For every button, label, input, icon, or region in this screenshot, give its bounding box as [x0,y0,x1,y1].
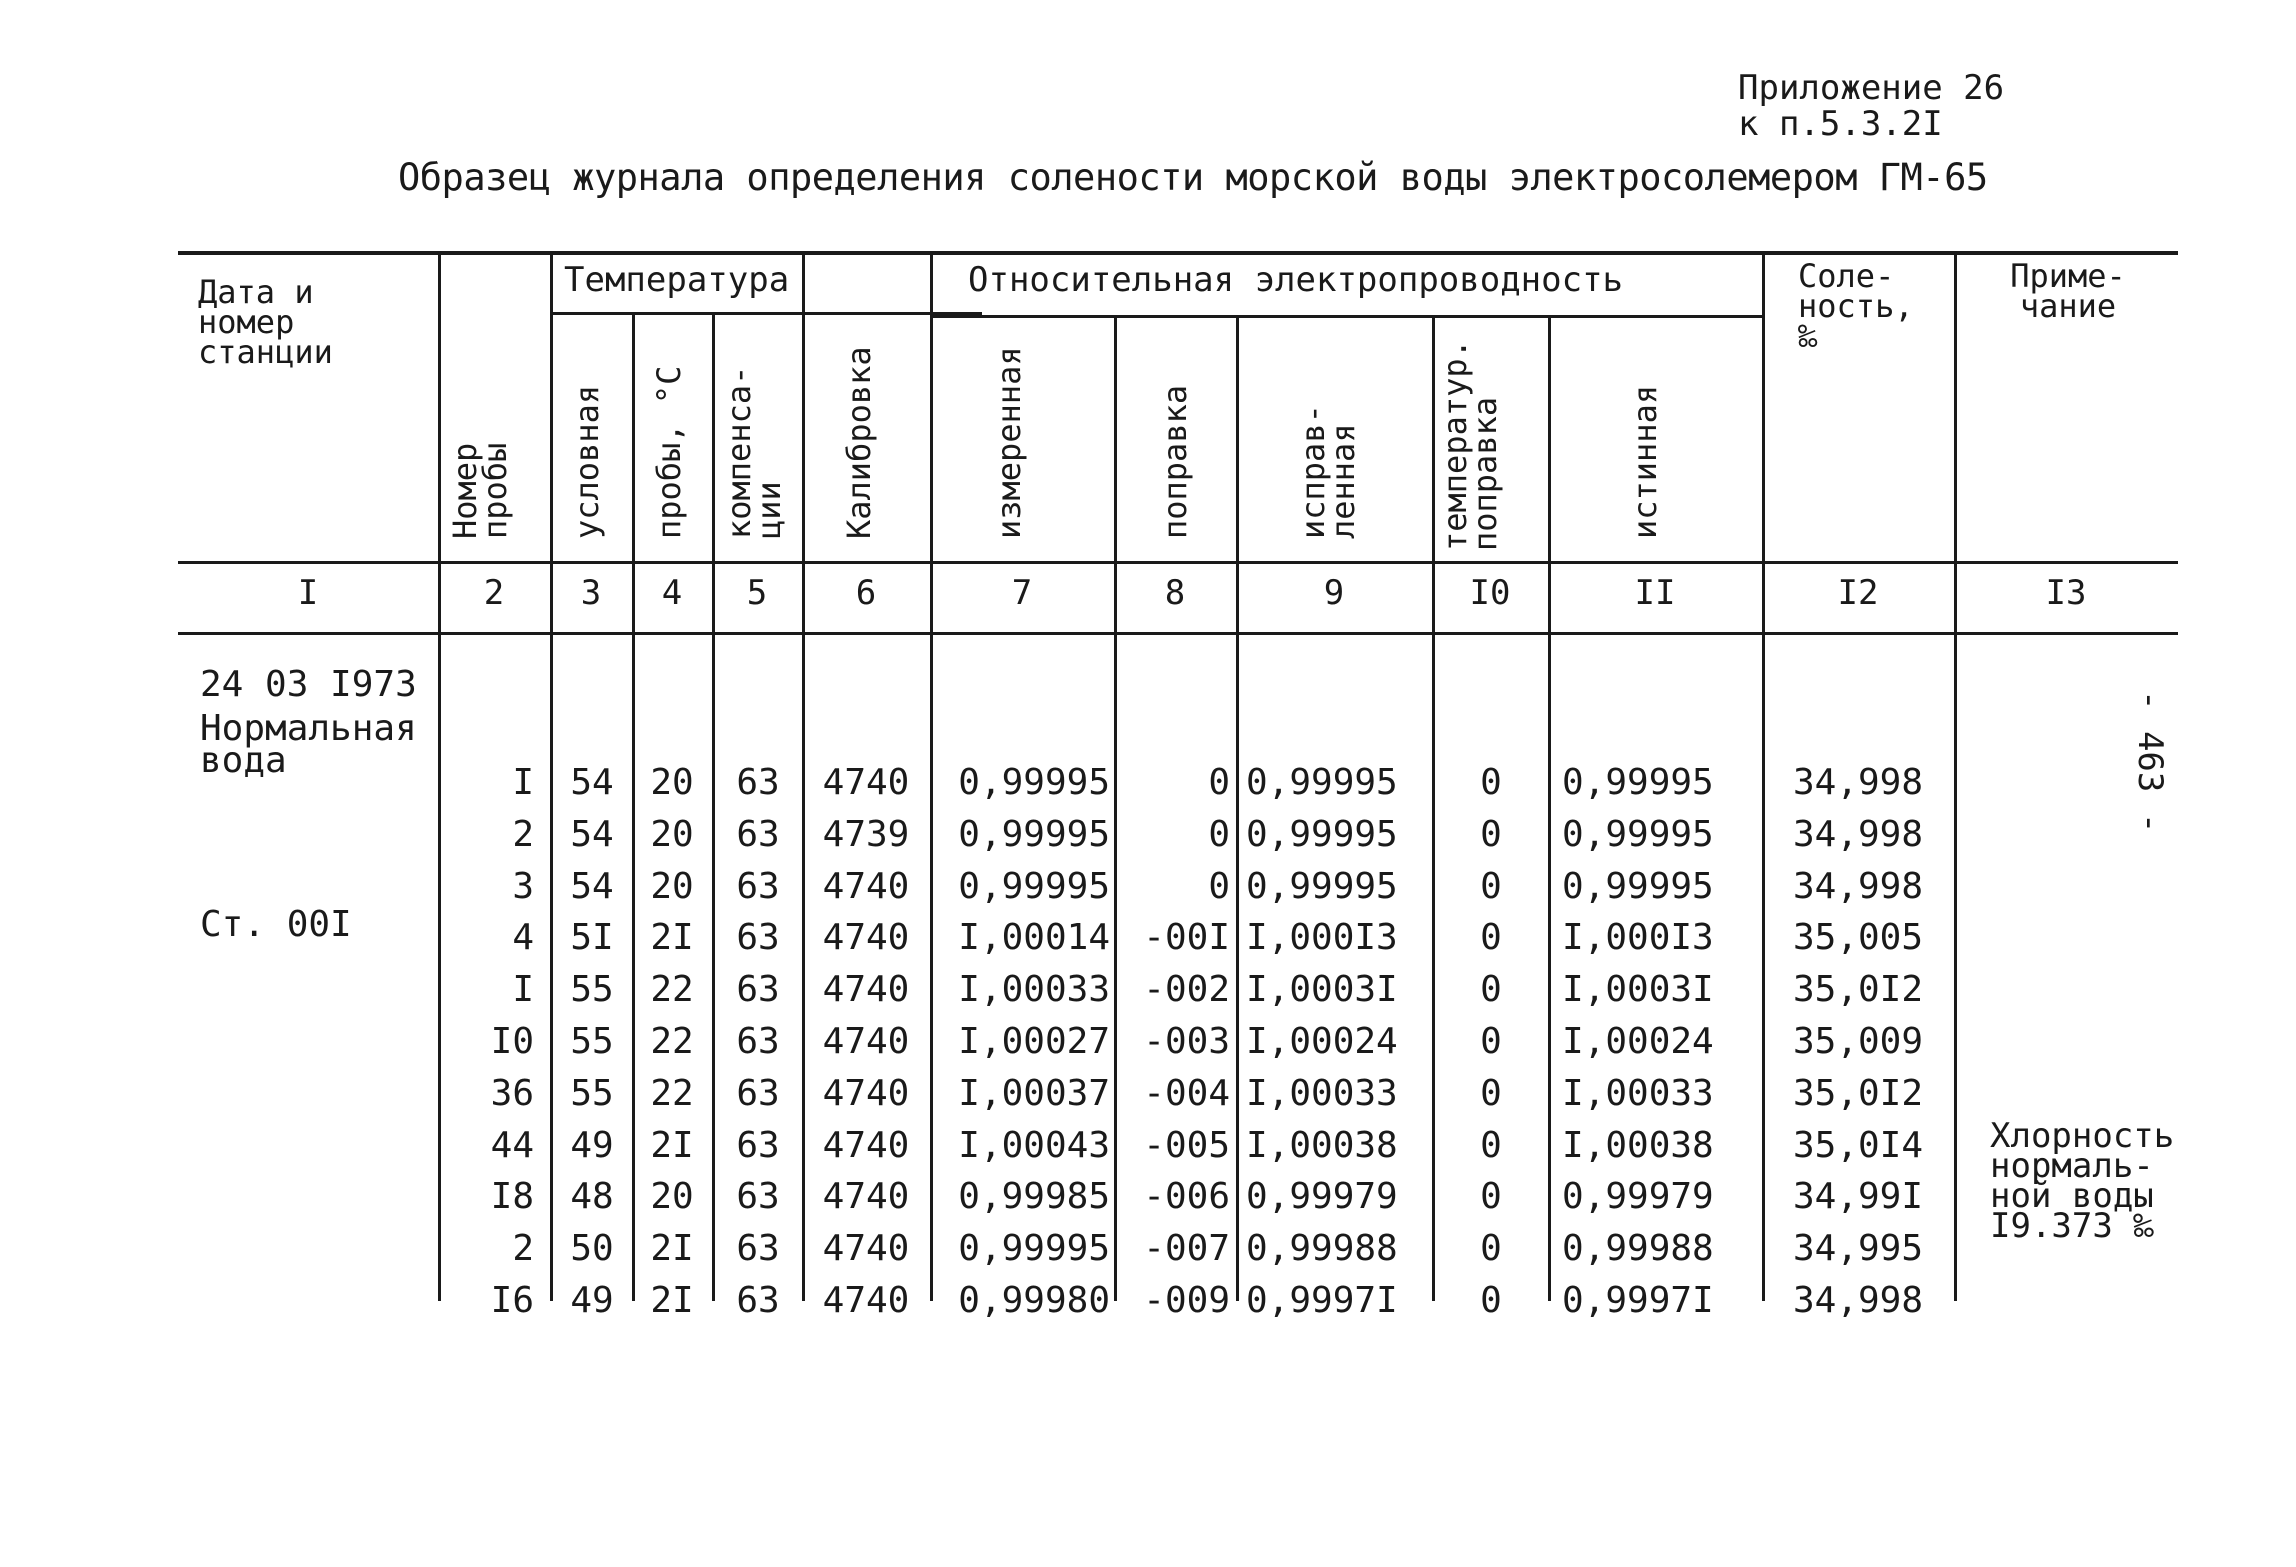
temp-compensation-cell: 63 [736,814,780,855]
temp-conditional-cell: 50 [570,1228,614,1269]
temp-compensation-cell: 63 [736,969,780,1010]
cond-correction-cell: -005 [1143,1125,1230,1166]
temp-sample-cell: 20 [650,762,694,803]
salinity-cell: 34,998 [1792,762,1924,803]
cond-corrected-cell: 0,99988 [1246,1228,1398,1269]
header-temperature: Температура [564,260,790,300]
salinity-cell: 35,0I4 [1792,1125,1924,1166]
temp-sample-cell: 22 [650,1073,694,1114]
conductivity-group-rule [930,315,1762,318]
temp-compensation-cell: 63 [736,1280,780,1321]
temp-conditional-cell: 48 [570,1176,614,1217]
cond-corrected-cell: I,0003I [1246,969,1398,1010]
station-number: Ст. 00I [200,904,352,945]
cond-temp-correction-cell: 0 [1480,1021,1502,1062]
cond-corrected-cell: 0,99979 [1246,1176,1398,1217]
column-rule [712,315,715,1301]
calibration-cell: 4740 [822,1280,910,1321]
column-number: I2 [1837,573,1879,613]
salinity-cell: 34,998 [1792,814,1924,855]
column-rule [550,251,553,1301]
cond-correction-cell: 0 [1208,866,1230,907]
column-rule [930,251,933,1301]
calibration-cell: 4740 [822,1125,910,1166]
temp-compensation-cell: 63 [736,762,780,803]
column-number: I3 [2045,573,2087,613]
calibration-cell: 4740 [822,1176,910,1217]
sample-number-cell: I [512,969,534,1010]
temp-conditional-cell: 49 [570,1280,614,1321]
header-cond-true: истинная [1626,384,1664,539]
sample-number-cell: I [512,762,534,803]
cond-measured-cell: 0,99995 [958,814,1110,855]
salinity-log-table [178,251,2178,1321]
column-number: 6 [855,573,877,613]
header-cond-measured: измеренная [990,346,1028,539]
column-rule [1954,251,1957,1301]
cond-true-cell: I,00024 [1562,1021,1714,1062]
header-temp-conditional: условная [568,384,606,539]
column-rule [1114,318,1117,1301]
document-title: Образец журнала определения солености морской воды электросолемером ГМ-65 [398,156,1988,199]
cond-corrected-cell: 0,99995 [1246,762,1398,803]
cond-temp-correction-cell: 0 [1480,1228,1502,1269]
sample-number-cell: I8 [490,1176,534,1217]
appendix-reference [1738,70,2004,142]
salinity-cell: 34,998 [1792,1280,1924,1321]
cond-corrected-cell: I,000I3 [1246,917,1398,958]
cond-measured-cell: I,00014 [958,917,1110,958]
column-rule [802,251,805,1301]
cond-correction-cell: -002 [1143,969,1230,1010]
cond-temp-correction-cell: 0 [1480,1073,1502,1114]
cond-measured-cell: I,00043 [958,1125,1110,1166]
temp-conditional-cell: 55 [570,1021,614,1062]
cond-correction-cell: -003 [1143,1021,1230,1062]
column-number: 2 [483,573,505,613]
header-calibration: Калибровка [840,346,878,539]
header-temp-sample: пробы, °С [650,365,688,539]
sample-number-cell: 3 [512,866,534,907]
sample-number-cell: 2 [512,814,534,855]
header-cond-temp-correction: температур. поправка [1436,339,1504,551]
sample-number-cell: 36 [490,1073,534,1114]
station-normal-water: Нормальная вода [200,708,417,781]
cond-temp-correction-cell: 0 [1480,1280,1502,1321]
temp-compensation-cell: 63 [736,866,780,907]
temp-sample-cell: 20 [650,1176,694,1217]
cond-true-cell: I,00038 [1562,1125,1714,1166]
cond-correction-cell: -009 [1143,1280,1230,1321]
column-rule [1762,251,1765,1301]
page-number: - 463 - [2130,690,2170,834]
cond-temp-correction-cell: 0 [1480,1125,1502,1166]
cond-corrected-cell: 0,9997I [1246,1280,1398,1321]
sample-number-cell: 4 [512,917,534,958]
temp-compensation-cell: 63 [736,1228,780,1269]
header-cond-corrected: исправ- ленная [1294,404,1362,539]
salinity-cell: 35,009 [1792,1021,1924,1062]
cond-true-cell: 0,99979 [1562,1176,1714,1217]
cond-correction-cell: -006 [1143,1176,1230,1217]
cond-temp-correction-cell: 0 [1480,969,1502,1010]
column-number-rule [178,632,2178,635]
temp-compensation-cell: 63 [736,1125,780,1166]
temperature-group-rule [550,312,982,315]
cond-correction-cell: -007 [1143,1228,1230,1269]
cond-corrected-cell: I,00033 [1246,1073,1398,1114]
sample-number-cell: 2 [512,1228,534,1269]
cond-measured-cell: 0,99995 [958,1228,1110,1269]
temp-compensation-cell: 63 [736,1073,780,1114]
cond-measured-cell: 0,99985 [958,1176,1110,1217]
calibration-cell: 4740 [822,762,910,803]
cond-temp-correction-cell: 0 [1480,762,1502,803]
column-number: I [297,573,319,613]
temp-conditional-cell: 55 [570,969,614,1010]
calibration-cell: 4740 [822,1073,910,1114]
calibration-cell: 4740 [822,866,910,907]
header-note: Приме- чание [2010,257,2126,325]
temp-compensation-cell: 63 [736,917,780,958]
cond-true-cell: 0,9997I [1562,1280,1714,1321]
cond-true-cell: 0,99995 [1562,762,1714,803]
column-number: 5 [746,573,768,613]
cond-corrected-cell: 0,99995 [1246,814,1398,855]
header-salinity: Соле- ность, ‰ [1798,257,1914,355]
temp-conditional-cell: 49 [570,1125,614,1166]
cond-temp-correction-cell: 0 [1480,866,1502,907]
temp-sample-cell: 2I [650,1280,694,1321]
temp-sample-cell: 20 [650,814,694,855]
column-rule [438,251,441,1301]
column-rule [1548,318,1551,1301]
temp-sample-cell: 20 [650,866,694,907]
cond-true-cell: I,000I3 [1562,917,1714,958]
column-number: 9 [1323,573,1345,613]
column-number: 3 [580,573,602,613]
cond-measured-cell: I,00033 [958,969,1110,1010]
cond-correction-cell: 0 [1208,762,1230,803]
column-number: 8 [1164,573,1186,613]
salinity-cell: 34,995 [1792,1228,1924,1269]
temp-conditional-cell: 5I [570,917,614,958]
column-rule [632,315,635,1301]
cond-temp-correction-cell: 0 [1480,1176,1502,1217]
sample-number-cell: I0 [490,1021,534,1062]
sample-number-cell: 44 [490,1125,534,1166]
salinity-cell: 35,0I2 [1792,1073,1924,1114]
column-rule [1236,318,1239,1301]
calibration-cell: 4740 [822,1228,910,1269]
calibration-cell: 4739 [822,814,910,855]
temp-conditional-cell: 54 [570,762,614,803]
table-top-rule [178,251,2178,255]
cond-true-cell: I,0003I [1562,969,1714,1010]
temp-sample-cell: 2I [650,1125,694,1166]
column-number: I0 [1469,573,1511,613]
cond-corrected-cell: 0,99995 [1246,866,1398,907]
appendix-number: Приложение 26 [1738,68,2005,108]
cond-true-cell: 0,99995 [1562,866,1714,907]
header-cond-correction: поправка [1156,384,1194,539]
cond-temp-correction-cell: 0 [1480,917,1502,958]
salinity-cell: 34,99I [1792,1176,1924,1217]
cond-corrected-cell: I,00038 [1246,1125,1398,1166]
header-bottom-rule [178,561,2178,564]
cond-true-cell: I,00033 [1562,1073,1714,1114]
column-number: 4 [661,573,683,613]
column-rule [1432,318,1435,1301]
calibration-cell: 4740 [822,917,910,958]
cond-measured-cell: 0,99995 [958,762,1110,803]
cond-correction-cell: -00I [1143,917,1230,958]
calibration-cell: 4740 [822,969,910,1010]
chlorinity-note: Хлорность нормаль- ной воды I9.373 ‰ [1990,1116,2175,1246]
temp-conditional-cell: 54 [570,814,614,855]
cond-correction-cell: 0 [1208,814,1230,855]
temp-conditional-cell: 54 [570,866,614,907]
temp-sample-cell: 22 [650,969,694,1010]
header-temp-compensation: компенса- ции [720,365,788,539]
column-number: 7 [1011,573,1033,613]
temp-conditional-cell: 55 [570,1073,614,1114]
header-date-station: Дата и номер станции [198,273,333,371]
cond-measured-cell: I,00027 [958,1021,1110,1062]
temp-sample-cell: 2I [650,1228,694,1269]
cond-measured-cell: I,00037 [958,1073,1110,1114]
header-sample-number: Номер пробы [446,442,514,539]
appendix-clause: к п.5.3.2I [1738,104,1943,144]
header-conductivity: Относительная электропроводность [968,260,1624,300]
cond-true-cell: 0,99988 [1562,1228,1714,1269]
cond-correction-cell: -004 [1143,1073,1230,1114]
salinity-cell: 35,0I2 [1792,969,1924,1010]
column-number: II [1634,573,1676,613]
temp-compensation-cell: 63 [736,1176,780,1217]
temp-sample-cell: 2I [650,917,694,958]
cond-measured-cell: 0,99980 [958,1280,1110,1321]
temp-sample-cell: 22 [650,1021,694,1062]
cond-true-cell: 0,99995 [1562,814,1714,855]
cond-temp-correction-cell: 0 [1480,814,1502,855]
cond-corrected-cell: I,00024 [1246,1021,1398,1062]
salinity-cell: 34,998 [1792,866,1924,907]
station-date: 24 03 I973 [200,664,417,705]
temp-compensation-cell: 63 [736,1021,780,1062]
calibration-cell: 4740 [822,1021,910,1062]
sample-number-cell: I6 [490,1280,534,1321]
cond-measured-cell: 0,99995 [958,866,1110,907]
salinity-cell: 35,005 [1792,917,1924,958]
